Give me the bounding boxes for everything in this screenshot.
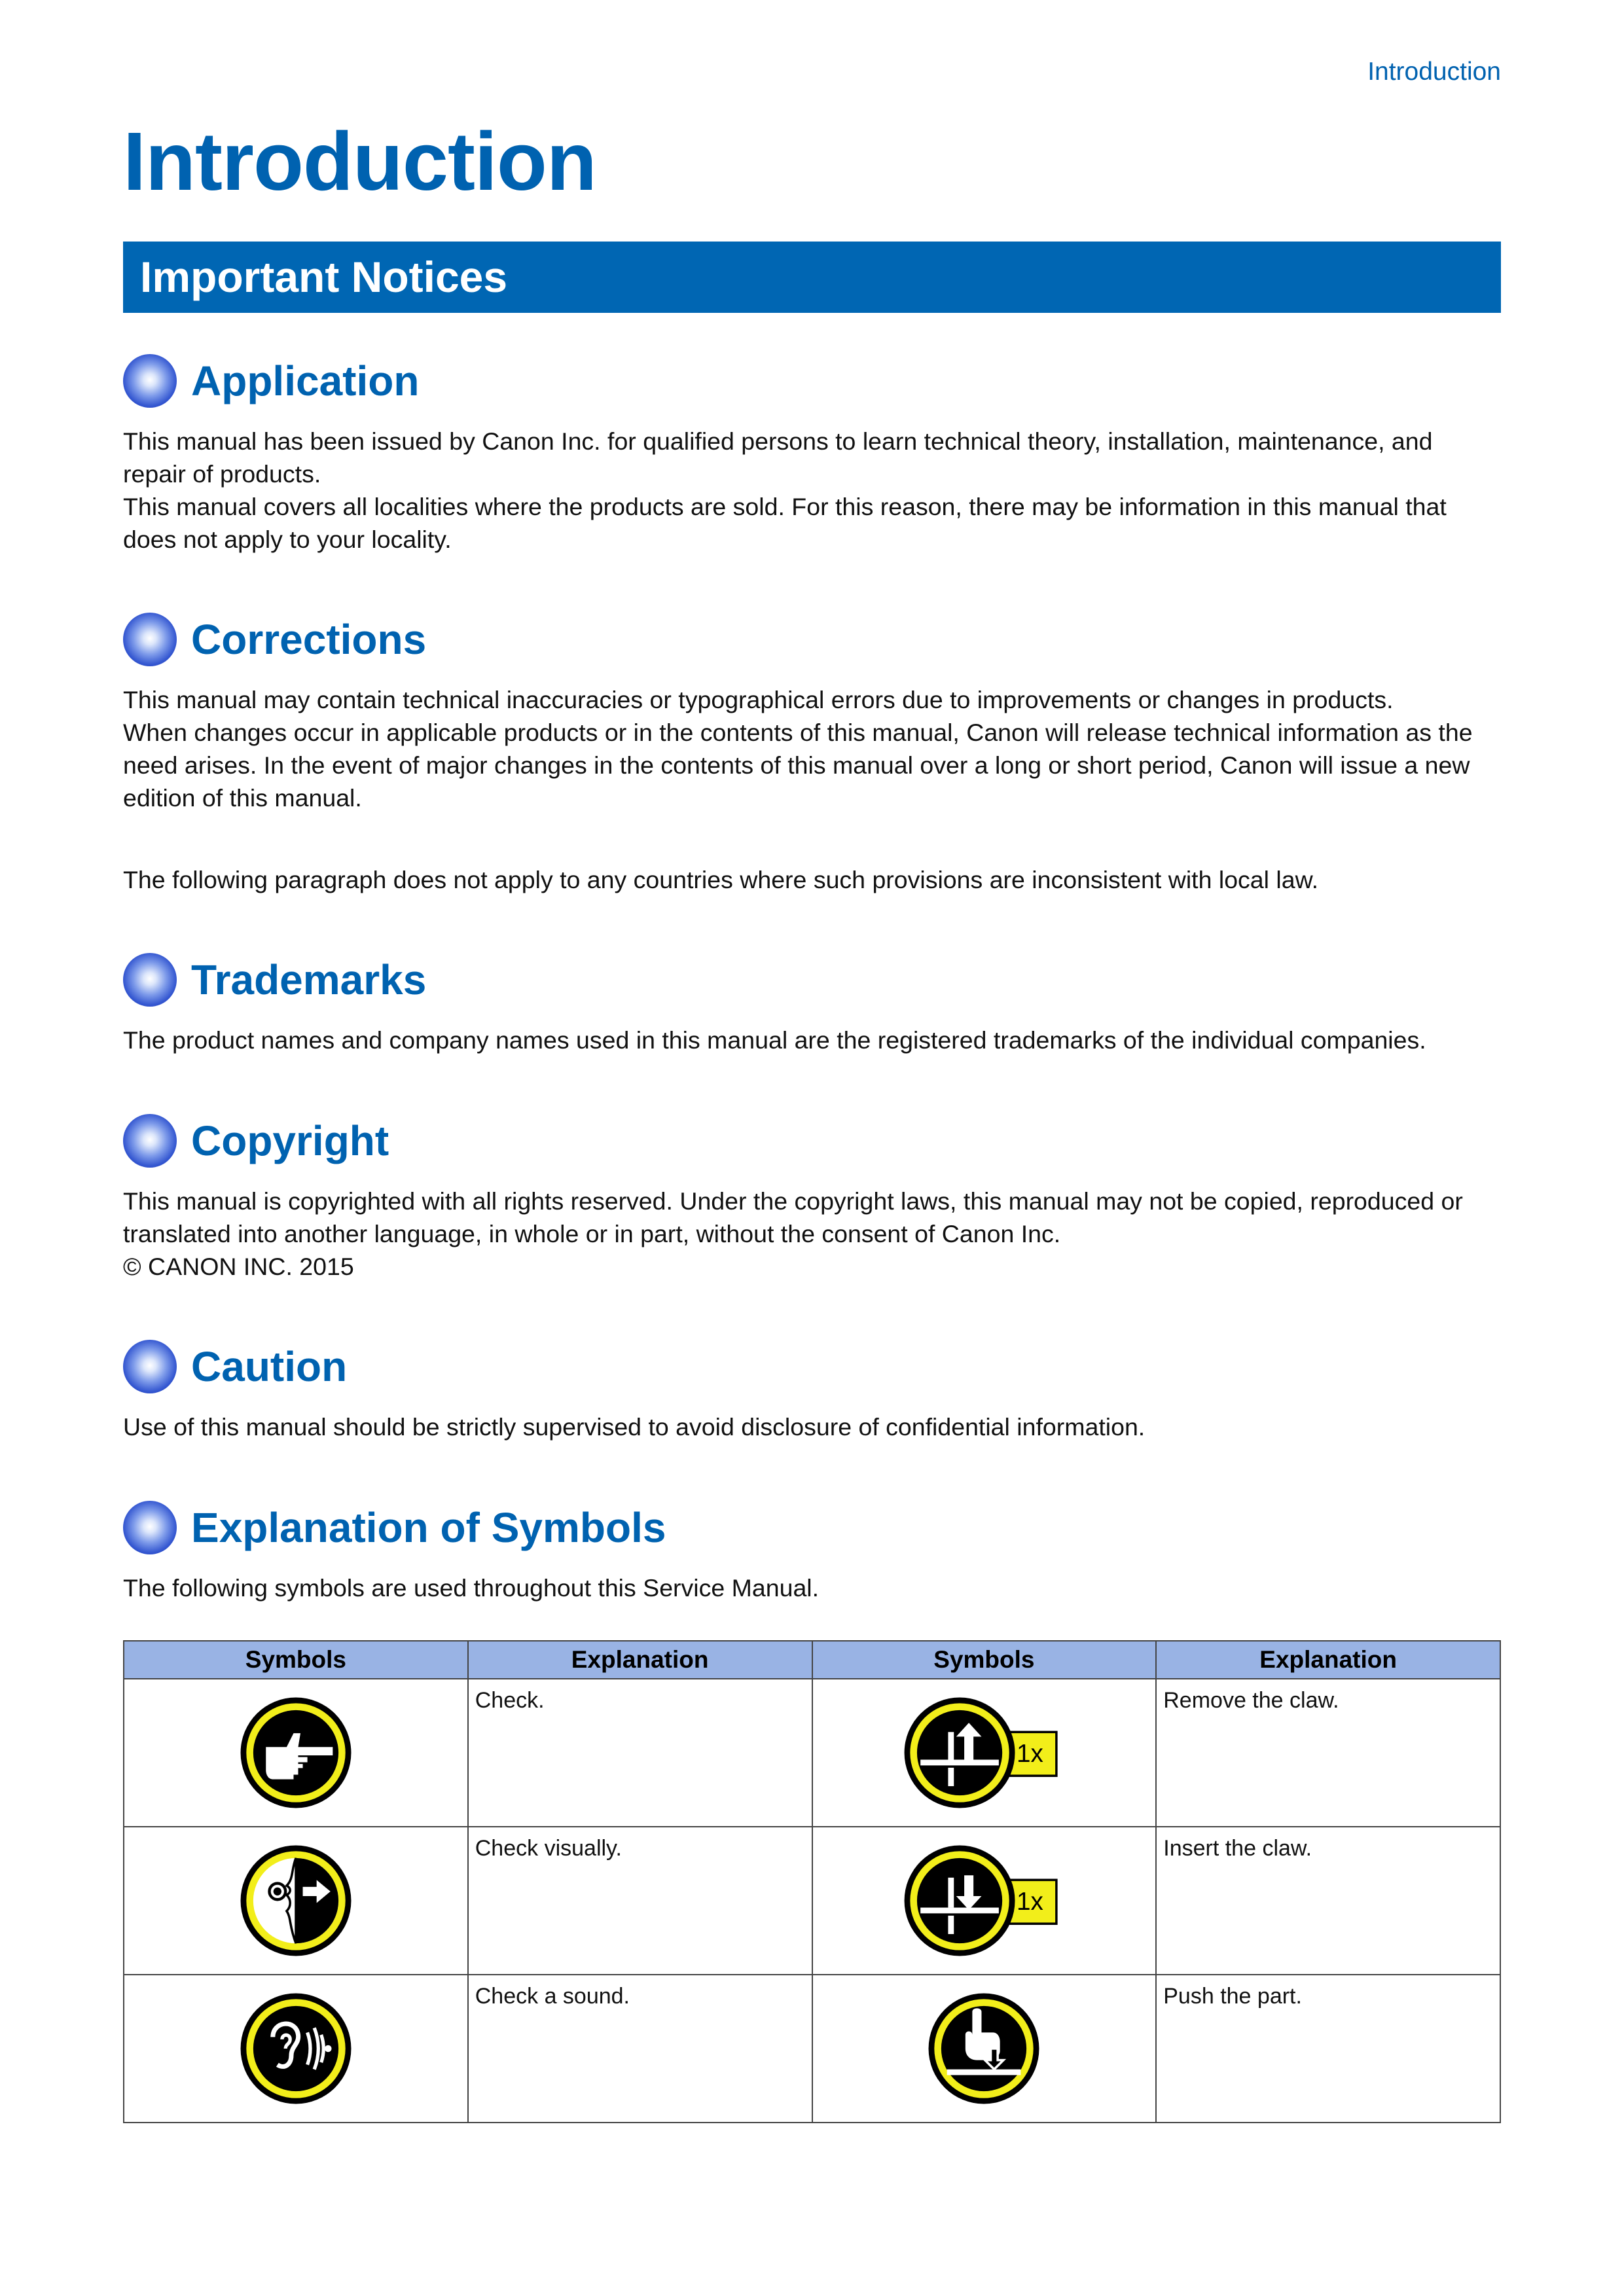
paragraph: This manual may contain technical inaccuracies or typographical errors due to improvements or changes in products. (123, 686, 1394, 713)
section-bullet-icon (123, 354, 177, 408)
copyright-line: © CANON INC. 2015 (123, 1253, 354, 1280)
column-header: Symbols (812, 1641, 1157, 1679)
remove-claw-icon (902, 1739, 1066, 1768)
section-title: Caution (191, 1343, 348, 1390)
paragraph: This manual is copyrighted with all rights reserved. Under the copyright laws, this manual may not be copied, reproduced or translated into another language, in whole or in part, without the consent of Canon Inc. (123, 1187, 1463, 1247)
explanation-text: Remove the claw. (1163, 1688, 1339, 1713)
table-row (124, 1975, 1500, 2123)
page-title: Introduction (123, 115, 596, 207)
check-pointing-hand-icon (238, 1739, 353, 1764)
explanation-text: Check a sound. (475, 1984, 630, 2009)
column-header: Explanation (1156, 1641, 1500, 1679)
explanation-text: Check. (475, 1688, 545, 1713)
claw-count-badge: 1x (1017, 1888, 1044, 1916)
symbols-table (123, 1640, 1501, 2123)
push-part-icon (926, 2035, 1041, 2060)
paragraph: The following symbols are used throughout this Service Manual. (123, 1574, 820, 1602)
section-caution (123, 1338, 1501, 1443)
symbol-cell (812, 1975, 1157, 2123)
section-bullet-icon (123, 613, 177, 666)
paragraph: Use of this manual should be strictly supervised to avoid disclosure of confidential information. (123, 1413, 1146, 1441)
section-symbols (123, 1499, 1501, 1604)
running-header: Introduction (1367, 58, 1501, 86)
section-trademarks (123, 952, 1501, 1056)
section-title: Explanation of Symbols (191, 1504, 666, 1551)
section-title: Copyright (191, 1117, 389, 1164)
check-sound-ear-icon (238, 2035, 353, 2060)
section-bullet-icon (123, 1501, 177, 1554)
check-visually-eye-icon (238, 1887, 353, 1912)
explanation-cell (468, 1827, 812, 1975)
table-header-row (124, 1641, 1500, 1679)
explanation-text: Insert the claw. (1163, 1836, 1312, 1861)
symbol-cell (812, 1827, 1157, 1975)
section-title: Corrections (191, 616, 427, 663)
symbol-cell (124, 1827, 468, 1975)
symbol-cell (124, 1975, 468, 2123)
section-corrections (123, 611, 1501, 896)
paragraph: The following paragraph does not apply to any countries where such provisions are inconsistent with local law. (123, 866, 1319, 893)
claw-count-badge: 1x (1017, 1740, 1044, 1768)
section-bullet-icon (123, 1340, 177, 1393)
explanation-text: Push the part. (1163, 1984, 1302, 2009)
explanation-text: Check visually. (475, 1836, 622, 1861)
section-application (123, 353, 1501, 556)
explanation-cell (1156, 1975, 1500, 2123)
paragraph: The product names and company names used in this manual are the registered trademarks of the individual companies. (123, 1026, 1426, 1054)
column-header: Explanation (468, 1641, 812, 1679)
explanation-cell (468, 1975, 812, 2123)
insert-claw-icon (902, 1887, 1066, 1916)
symbol-cell (812, 1679, 1157, 1827)
section-title: Trademarks (191, 956, 427, 1003)
explanation-cell (1156, 1827, 1500, 1975)
column-header: Symbols (124, 1641, 468, 1679)
chapter-bar: Important Notices (123, 242, 1501, 313)
explanation-cell (468, 1679, 812, 1827)
section-bullet-icon (123, 1114, 177, 1168)
table-row (124, 1679, 1500, 1827)
paragraph: This manual covers all localities where the products are sold. For this reason, there may be information in this manual that does not apply to your locality. (123, 493, 1447, 553)
symbol-cell (124, 1679, 468, 1827)
paragraph: This manual has been issued by Canon Inc. for qualified persons to learn technical theory, installation, maintenance, and repair of products. (123, 427, 1433, 488)
table-row (124, 1827, 1500, 1975)
section-copyright (123, 1113, 1501, 1283)
paragraph: When changes occur in applicable products or in the contents of this manual, Canon will release technical information as the need arises. In the event of major changes in the contents of this manual over a long or short period, Canon will issue a new edition of this manual. (123, 719, 1473, 812)
explanation-cell (1156, 1679, 1500, 1827)
section-title: Application (191, 357, 420, 404)
section-bullet-icon (123, 953, 177, 1007)
